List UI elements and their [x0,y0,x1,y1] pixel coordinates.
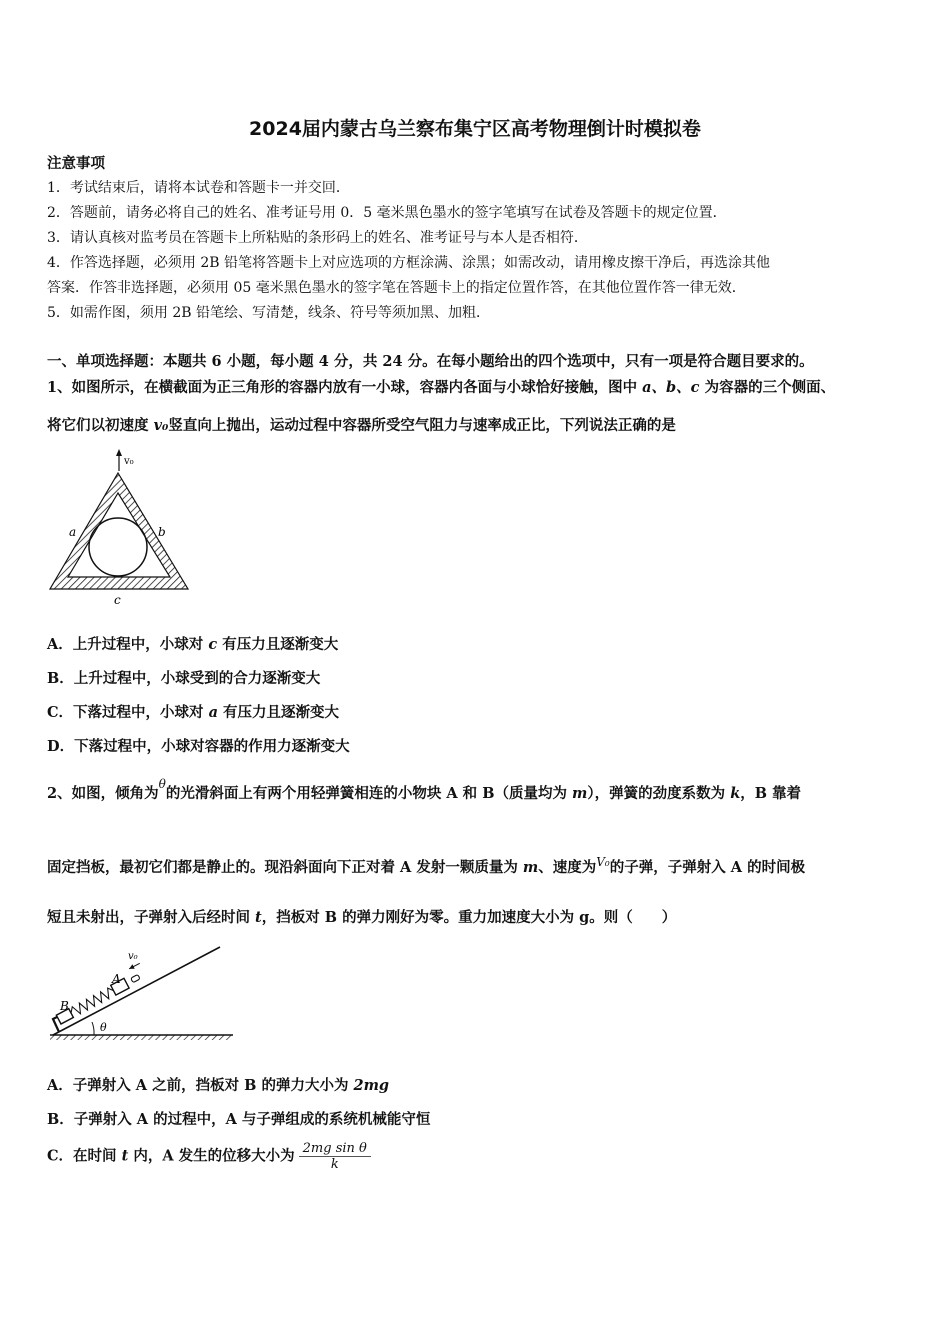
label-theta: θ [100,1021,107,1034]
q2-text: ，B 靠着 [740,785,802,802]
arrow-head-icon [116,449,122,456]
notice-item: 5．如需作图，须用 2B 铅笔绘、写清楚，线条、符号等须加黑、加粗． [47,305,491,321]
q2-var-k: k [730,785,741,802]
page-title: 2024届内蒙古乌兰察布集宁区高考物理倒计时模拟卷 [249,118,701,140]
bullet [131,974,140,982]
q2-stem-line3 [47,906,676,927]
option-text: A．上升过程中，小球对 [47,636,209,653]
q2-var-t: t [255,909,262,926]
angle-arc [92,1022,94,1035]
option-text: 内，A 发生的位移大小为 [128,1147,295,1165]
option-var: c [208,636,218,653]
notice-item: 2．答题前，请务必将自己的姓名、准考证号用 0．5 毫米黑色墨水的签字笔填写在试卷及答题卡的规定位置． [47,205,727,221]
ground [50,1035,233,1040]
q2-text: ，挡板对 B 的弹力刚好为零。重力加速度大小为 g。则（ ） [261,909,677,926]
notice-heading: 注意事项 [47,155,105,172]
q2-option-c[interactable] [47,1141,371,1172]
label-a: a [69,525,77,539]
spring [69,986,116,1017]
q1-stem-line1 [47,376,835,397]
q2-text: 短且未射出，子弹射入后经时间 [47,909,256,926]
q1-stem-line2 [47,414,676,435]
fraction-numerator: 2mg sin θ [299,1141,371,1157]
q1-option-b[interactable]: B．上升过程中，小球受到的合力逐渐变大 [47,670,321,687]
q1-option-d[interactable]: D．下落过程中，小球对容器的作用力逐渐变大 [47,738,350,755]
q1-figure-triangle-container [48,446,198,606]
label-b: b [158,525,166,539]
q2-option-b[interactable]: B．子弹射入 A 的过程中，A 与子弹组成的系统机械能守恒 [47,1111,431,1128]
q1-text: 1、如图所示，在横截面为正三角形的容器内放有一小球，容器内各面与小球恰好接触，图中 [47,379,643,396]
q2-text: 固定挡板，最初它们都是静止的。现沿斜面向下正对着 A 发射一颗质量为 [47,859,523,876]
q2-text: 的子弹，子弹射入 A 的时间极 [609,859,806,876]
q2-var-m: m [572,785,588,802]
q1-text: 将它们以初速度 [47,417,154,434]
ball [89,518,147,576]
fraction [299,1141,371,1172]
notice-item: 答案．作答非选择题，必须用 05 毫米黑色墨水的签字笔在答题卡上的指定位置作答，在其他位置作答一律无效． [47,280,746,296]
option-text: C．在时间 [47,1147,122,1165]
q1-var-v0: v₀ [153,417,169,434]
label-v0: v₀ [128,951,138,962]
q2-text: ），弹簧的劲度系数为 [587,785,731,802]
label-a: A [112,972,121,986]
q2-var-m: m [522,859,539,876]
q2-theta: θ [158,777,166,791]
q2-var-v0: V₀ [596,855,610,869]
option-text: 有压力且逐渐变大 [218,704,340,721]
section-heading: 一、单项选择题：本题共 6 小题，每小题 4 分，共 24 分。在每小题给出的四个选项中，只有一项是符合题目要求的。 [47,353,814,370]
option-value: 2mg [353,1077,390,1094]
q1-text: 竖直向上抛出，运动过程中容器所受空气阻力与速率成正比，下列说法正确的是 [168,417,676,434]
q2-option-a[interactable] [47,1074,389,1095]
q2-stem-line1 [47,777,802,803]
option-text: A．子弹射入 A 之前，挡板对 B 的弹力大小为 [47,1077,354,1094]
label-c: c [114,593,121,606]
q2-figure-incline [48,942,238,1042]
q2-text: 、速度为 [538,859,597,876]
q1-vars: a、b、c [642,379,700,396]
q2-text: 的光滑斜面上有两个用轻弹簧相连的小物块 A 和 B（质量均为 [165,785,573,802]
q1-option-a[interactable] [47,633,338,654]
q1-option-c[interactable] [47,701,339,722]
option-var: a [208,704,218,721]
option-text: 有压力且逐渐变大 [217,636,339,653]
fraction-denominator: k [330,1157,339,1172]
q2-stem-line2 [47,856,805,877]
q2-text: 2、如图，倾角为 [47,785,159,802]
notice-item: 3．请认真核对监考员在答题卡上所粘贴的条形码上的姓名、准考证号与本人是否相符． [47,230,588,246]
option-var: t [121,1147,129,1165]
notice-item: 4．作答选择题，必须用 2B 铅笔将答题卡上对应选项的方框涂满、涂黑；如需改动，请用橡皮擦干净后，再选涂其他 [47,255,770,271]
option-text: C．下落过程中，小球对 [47,704,209,721]
label-b: B [60,999,69,1013]
q1-text: 为容器的三个侧面、 [699,379,836,396]
notice-item: 1．考试结束后，请将本试卷和答题卡一并交回． [47,180,350,196]
arrow-head-icon [128,964,135,971]
label-v0: v₀ [124,456,134,467]
